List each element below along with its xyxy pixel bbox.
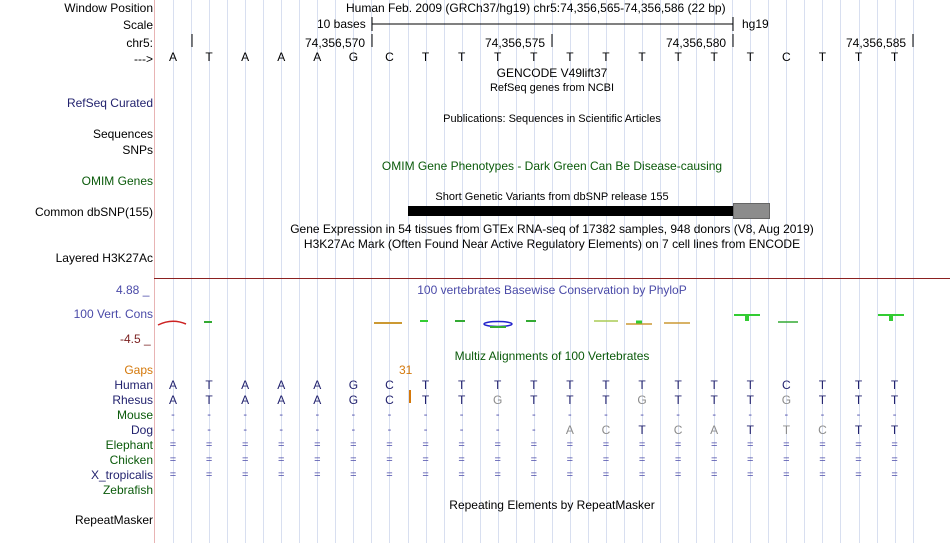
alignment-base: T (890, 378, 899, 392)
alignment-base: = (494, 454, 501, 466)
base-letter: T (818, 50, 827, 64)
alignment-base: G (781, 393, 792, 407)
alignment-base: T (782, 423, 791, 437)
alignment-base: C (601, 423, 611, 437)
alignment-base: = (638, 469, 646, 481)
gaps-label: Gaps (124, 363, 153, 377)
alignment-base: - (712, 409, 717, 421)
alignment-base: = (674, 469, 682, 481)
publications-track-title[interactable]: Publications: Sequences in Scientific Articles (443, 113, 661, 125)
alignment-base: = (602, 469, 610, 481)
alignment-base: T (710, 378, 718, 392)
alignment-base: - (387, 424, 392, 436)
alignment-base: T (494, 378, 502, 392)
alignment-base: T (710, 393, 718, 407)
alignment-base: - (495, 409, 500, 421)
base-letter: A (241, 50, 250, 64)
alignment-base: = (386, 439, 393, 451)
species-label[interactable]: Rhesus (112, 393, 153, 407)
alignment-base: = (278, 469, 285, 481)
alignment-base: = (783, 469, 790, 481)
alignment-base: = (422, 454, 429, 466)
alignment-base: C (385, 378, 394, 392)
alignment-base: C (818, 423, 827, 437)
alignment-row (0, 393, 950, 407)
alignment-base: - (604, 409, 608, 421)
base-letter: A (168, 50, 177, 64)
alignment-base: T (421, 378, 430, 392)
alignment-base: = (783, 454, 790, 466)
alignment-base: - (640, 409, 644, 421)
alignment-row (0, 483, 950, 497)
species-label[interactable]: X_tropicalis (90, 468, 153, 482)
alignment-base: A (313, 378, 322, 392)
alignment-base: = (494, 469, 501, 481)
multiz-track-title[interactable]: Multiz Alignments of 100 Vertebrates (454, 349, 650, 363)
alignment-base: - (207, 409, 211, 421)
alignment-base: A (241, 393, 250, 407)
alignment-base: = (710, 469, 718, 481)
layered-h3k27ac-label[interactable]: Layered H3K27Ac (55, 251, 153, 265)
alignment-base: = (855, 439, 862, 451)
species-label[interactable]: Human (114, 378, 153, 392)
alignment-base: = (602, 439, 610, 451)
alignment-base: - (243, 424, 247, 436)
alignment-base: T (421, 393, 430, 407)
alignment-base: = (278, 439, 285, 451)
window-position-text[interactable]: Human Feb. 2009 (GRCh37/hg19) chr5:74,356,565-74,356,586 (22 bp) (346, 1, 726, 15)
strand-label: ---> (134, 52, 153, 66)
alignment-base: = (530, 454, 538, 466)
alignment-base: T (818, 393, 827, 407)
alignment-base: = (241, 439, 249, 451)
alignment-base: = (386, 454, 393, 466)
alignment-base: - (171, 409, 175, 421)
scale-label: Scale (122, 18, 153, 32)
alignment-base: A (313, 393, 322, 407)
position-tick: 74,356,575 (485, 36, 546, 50)
alignment-base: = (205, 469, 213, 481)
alignment-base: T (818, 378, 827, 392)
alignment-base: = (710, 439, 718, 451)
refseq-curated-label[interactable]: RefSeq Curated (66, 96, 153, 110)
alignment-base: - (279, 424, 284, 436)
alignment-base: = (530, 469, 538, 481)
gtex-track-title[interactable]: Gene Expression in 54 tissues from GTEx RNA-seq of 17382 samples, 948 donors (V8, Aug 2019) (290, 222, 814, 236)
alignment-row (0, 423, 950, 437)
gap-count-marker[interactable]: 31 (399, 363, 413, 377)
alignment-base: = (819, 469, 826, 481)
alignment-base: T (854, 393, 863, 407)
dbsnp-track-title[interactable]: Short Genetic Variants from dbSNP release 155 (435, 191, 669, 203)
alignment-row (0, 408, 950, 422)
alignment-base: = (314, 469, 321, 481)
repeatmasker-label[interactable]: RepeatMasker (74, 513, 153, 527)
scale-assembly: hg19 (742, 17, 769, 31)
alignment-base: = (819, 439, 826, 451)
alignment-base: G (493, 393, 503, 407)
base-letter: T (421, 50, 430, 64)
alignment-base: G (348, 393, 359, 407)
alignment-base: T (854, 378, 863, 392)
alignment-base: T (602, 393, 610, 407)
alignment-base: - (315, 409, 320, 421)
vert-cons-label[interactable]: 100 Vert. Cons (73, 307, 153, 321)
alignment-base: = (855, 454, 862, 466)
alignment-base: A (277, 393, 286, 407)
alignment-base: = (566, 469, 574, 481)
alignment-base: A (277, 378, 286, 392)
base-letter: T (457, 50, 466, 64)
refseq-track-title[interactable]: RefSeq genes from NCBI (489, 82, 615, 94)
base-letter: T (710, 50, 718, 64)
alignment-base: - (459, 424, 464, 436)
alignment-base: - (351, 424, 356, 436)
chrom-label: chr5: (126, 36, 153, 50)
alignment-base: = (674, 439, 682, 451)
position-tick: 74,356,570 (305, 36, 366, 50)
gencode-track-title[interactable]: GENCODE V49lift37 (496, 66, 608, 80)
alignment-base: = (747, 454, 754, 466)
alignment-base: = (458, 454, 465, 466)
alignment-row (0, 468, 950, 482)
alignment-base: T (674, 393, 682, 407)
position-tick: 74,356,585 (846, 36, 907, 50)
alignment-base: = (205, 454, 213, 466)
alignment-base: = (350, 439, 357, 451)
alignment-base: = (241, 469, 249, 481)
alignment-base: = (314, 439, 321, 451)
alignment-base: - (495, 424, 500, 436)
alignment-base: G (348, 378, 359, 392)
alignment-base: - (856, 409, 861, 421)
alignment-base: T (674, 378, 682, 392)
base-letter: T (566, 50, 574, 64)
alignment-base: = (891, 439, 898, 451)
base-letter: T (494, 50, 502, 64)
alignment-base: T (530, 378, 538, 392)
phylop-wiggle-plot[interactable] (0, 300, 950, 340)
alignment-base: = (566, 439, 574, 451)
alignment-base: T (890, 393, 899, 407)
scale-text: 10 bases (317, 17, 366, 31)
base-letter: G (348, 50, 359, 64)
alignment-base: C (782, 378, 791, 392)
species-label[interactable]: Elephant (105, 438, 153, 452)
common-dbsnp-label[interactable]: Common dbSNP(155) (34, 205, 153, 219)
alignment-base: - (207, 424, 211, 436)
alignment-base: T (746, 378, 754, 392)
alignment-base: - (531, 424, 536, 436)
omim-genes-label[interactable]: OMIM Genes (81, 174, 153, 188)
alignment-base: = (458, 439, 465, 451)
alignment-base: A (565, 423, 574, 437)
alignment-base: - (676, 409, 680, 421)
track-divider (154, 278, 950, 279)
species-label[interactable]: Chicken (109, 453, 153, 467)
alignment-base: = (169, 439, 177, 451)
alignment-base: = (819, 454, 826, 466)
alignment-base: = (855, 469, 862, 481)
alignment-base: = (530, 439, 538, 451)
alignment-base: T (566, 378, 574, 392)
alignment-base: = (350, 469, 357, 481)
alignment-base: = (638, 454, 646, 466)
window-position-label: Window Position (64, 1, 153, 15)
alignment-base: T (457, 378, 466, 392)
alignment-base: - (784, 409, 789, 421)
alignment-base: = (602, 454, 610, 466)
alignment-base: A (168, 378, 177, 392)
alignment-base: = (494, 439, 501, 451)
base-letter: T (890, 50, 899, 64)
phylop-min-label: -4.5 _ (120, 332, 151, 346)
alignment-base: T (746, 393, 754, 407)
alignment-base: T (890, 423, 899, 437)
species-label[interactable]: Zebrafish (102, 483, 153, 497)
alignment-base: = (169, 454, 177, 466)
alignment-base: - (279, 409, 284, 421)
base-letter: T (854, 50, 863, 64)
base-sequence-row (0, 50, 950, 64)
alignment-base: A (710, 423, 719, 437)
base-letter: T (530, 50, 538, 64)
alignment-base: = (891, 469, 898, 481)
alignment-base: = (747, 469, 754, 481)
alignment-base: - (459, 409, 464, 421)
alignment-base: T (205, 378, 213, 392)
alignment-base: = (747, 439, 754, 451)
alignment-base: = (674, 454, 682, 466)
base-letter: T (602, 50, 610, 64)
phylop-max-label: 4.88 _ (116, 283, 150, 297)
alignment-base: - (315, 424, 320, 436)
alignment-base: = (422, 469, 429, 481)
alignment-base: = (638, 439, 646, 451)
alignment-base: = (710, 454, 718, 466)
alignment-base: T (638, 423, 646, 437)
alignment-base: G (637, 393, 647, 407)
alignment-base: A (168, 393, 177, 407)
base-letter: T (674, 50, 682, 64)
alignment-base: = (278, 454, 285, 466)
dbsnp-variant-bar[interactable] (408, 206, 770, 216)
phylop-track-title[interactable]: 100 vertebrates Basewise Conservation by PhyloP (417, 283, 687, 297)
omim-track-title[interactable]: OMIM Gene Phenotypes - Dark Green Can Be Disease-causing (381, 159, 723, 173)
alignment-base: - (820, 409, 825, 421)
base-letter: C (385, 50, 394, 64)
alignment-base: = (783, 439, 790, 451)
alignment-base: T (854, 423, 863, 437)
alignment-base: - (423, 424, 428, 436)
h3k27ac-track-title[interactable]: H3K27Ac Mark (Often Found Near Active Regulatory Elements) on 7 cell lines from ENCODE (303, 237, 801, 251)
alignment-base: C (673, 423, 683, 437)
alignment-base: = (205, 439, 213, 451)
alignment-base: = (386, 469, 393, 481)
alignment-base: T (602, 378, 610, 392)
alignment-row (0, 378, 950, 392)
alignment-base: = (422, 439, 429, 451)
alignment-base: T (530, 393, 538, 407)
snps-label[interactable]: SNPs (122, 143, 153, 157)
sequences-label[interactable]: Sequences (92, 127, 153, 141)
alignment-base: T (205, 393, 213, 407)
alignment-row (0, 453, 950, 467)
base-letter: T (205, 50, 213, 64)
species-label[interactable]: Mouse (116, 408, 153, 422)
alignment-base: - (892, 409, 897, 421)
alignment-base: - (423, 409, 428, 421)
base-letter: C (782, 50, 791, 64)
base-letter: T (638, 50, 646, 64)
alignment-base: = (458, 469, 465, 481)
position-tick: 74,356,580 (666, 36, 727, 50)
alignment-base: - (171, 424, 175, 436)
base-letter: T (746, 50, 754, 64)
alignment-base: - (387, 409, 392, 421)
alignment-row (0, 438, 950, 452)
alignment-base: - (351, 409, 356, 421)
alignment-base: = (350, 454, 357, 466)
species-label[interactable]: Dog (130, 423, 153, 437)
base-letter: A (313, 50, 322, 64)
alignment-base: - (531, 409, 536, 421)
alignment-base: C (385, 393, 394, 407)
alignment-base: T (638, 378, 646, 392)
alignment-base: T (566, 393, 574, 407)
alignment-base: T (746, 423, 754, 437)
alignment-base: = (891, 454, 898, 466)
alignment-base: = (566, 454, 574, 466)
alignment-base: = (169, 469, 177, 481)
alignment-base: - (243, 409, 247, 421)
base-letter: A (277, 50, 286, 64)
repeatmasker-track-title[interactable]: Repeating Elements by RepeatMasker (449, 498, 655, 512)
alignment-base: - (748, 409, 753, 421)
alignment-base: T (457, 393, 466, 407)
alignment-base: = (241, 454, 249, 466)
alignment-base: = (314, 454, 321, 466)
dbsnp-variant-highlight[interactable] (733, 203, 770, 219)
alignment-base: - (568, 409, 572, 421)
alignment-base: A (241, 378, 250, 392)
